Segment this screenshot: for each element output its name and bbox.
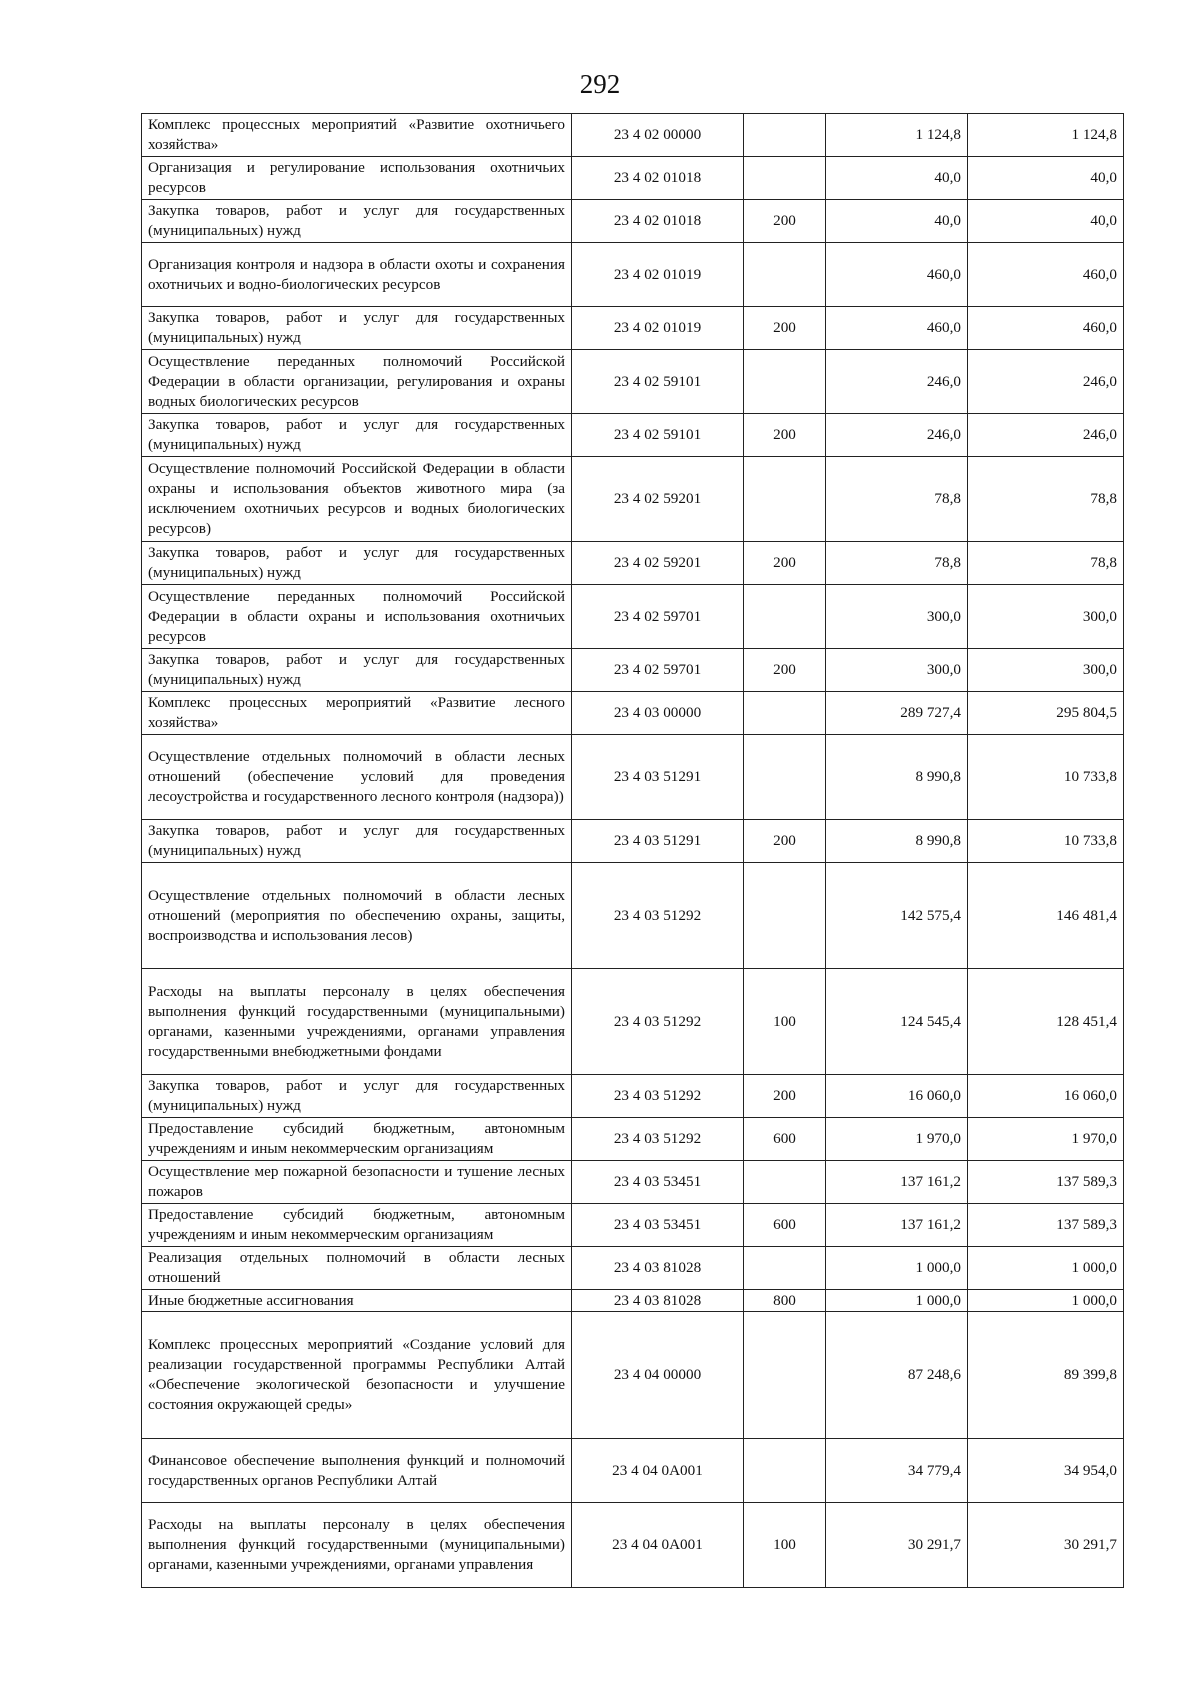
row-amount-year2-cell: 300,0 [968,649,1124,692]
table-row [142,1204,1124,1247]
table-row [142,114,1124,157]
row-amount-year1-cell: 142 575,4 [826,863,968,969]
row-expense-type-cell: 200 [744,200,826,243]
row-expense-type-cell: 200 [744,649,826,692]
table-row [142,1118,1124,1161]
table-row [142,1161,1124,1204]
row-expense-type-cell: 100 [744,1503,826,1588]
table-row [142,243,1124,307]
row-name-cell: Закупка товаров, работ и услуг для государственных (муниципальных) нужд [142,307,572,350]
row-expense-type-cell [744,1247,826,1290]
row-expense-type-cell [744,1439,826,1503]
row-amount-year2-cell: 300,0 [968,585,1124,649]
row-amount-year2-cell: 1 000,0 [968,1247,1124,1290]
row-amount-year2-cell: 460,0 [968,307,1124,350]
row-amount-year2-cell: 10 733,8 [968,735,1124,820]
row-code-cell: 23 4 03 53451 [572,1161,744,1204]
row-code-cell: 23 4 02 59701 [572,649,744,692]
row-code-cell: 23 4 04 0А001 [572,1503,744,1588]
row-name-cell: Предоставление субсидий бюджетным, автономным учреждениям и иным некоммерческим организациям [142,1118,572,1161]
page-number: 292 [579,69,621,99]
row-amount-year2-cell: 10 733,8 [968,820,1124,863]
row-expense-type-cell [744,735,826,820]
row-code-cell: 23 4 02 59101 [572,350,744,414]
table-row [142,585,1124,649]
row-code-cell: 23 4 02 01018 [572,200,744,243]
row-amount-year1-cell: 78,8 [826,542,968,585]
row-name-cell: Осуществление отдельных полномочий в области лесных отношений (обеспечение условий для проведения лесоустройства и государственного лесного контроля (надзора)) [142,735,572,820]
row-expense-type-cell [744,350,826,414]
budget-table [141,113,1124,1588]
row-code-cell: 23 4 03 51292 [572,863,744,969]
row-code-cell: 23 4 03 51292 [572,1075,744,1118]
row-amount-year1-cell: 300,0 [826,585,968,649]
row-expense-type-cell: 200 [744,1075,826,1118]
row-amount-year2-cell: 246,0 [968,350,1124,414]
row-expense-type-cell: 200 [744,542,826,585]
row-name-cell: Осуществление отдельных полномочий в области лесных отношений (мероприятия по обеспечению охраны, защиты, воспроизводства и использования лесов) [142,863,572,969]
row-name-cell: Комплекс процессных мероприятий «Развитие охотничьего хозяйства» [142,114,572,157]
row-code-cell: 23 4 02 59201 [572,542,744,585]
table-row [142,1247,1124,1290]
row-name-cell: Закупка товаров, работ и услуг для государственных (муниципальных) нужд [142,1075,572,1118]
table-row [142,1503,1124,1588]
row-amount-year1-cell: 460,0 [826,243,968,307]
table-row [142,1312,1124,1439]
row-amount-year2-cell: 34 954,0 [968,1439,1124,1503]
row-code-cell: 23 4 02 59101 [572,414,744,457]
row-name-cell: Предоставление субсидий бюджетным, автономным учреждениям и иным некоммерческим организациям [142,1204,572,1247]
row-expense-type-cell [744,114,826,157]
row-amount-year1-cell: 246,0 [826,414,968,457]
row-amount-year1-cell: 137 161,2 [826,1161,968,1204]
table-row [142,457,1124,542]
row-amount-year1-cell: 87 248,6 [826,1312,968,1439]
row-name-cell: Закупка товаров, работ и услуг для государственных (муниципальных) нужд [142,820,572,863]
table-row [142,542,1124,585]
row-code-cell: 23 4 03 51291 [572,735,744,820]
table-row [142,414,1124,457]
row-amount-year1-cell: 16 060,0 [826,1075,968,1118]
row-amount-year2-cell: 137 589,3 [968,1161,1124,1204]
row-expense-type-cell: 800 [744,1290,826,1312]
row-amount-year2-cell: 460,0 [968,243,1124,307]
table-row [142,157,1124,200]
row-code-cell: 23 4 04 00000 [572,1312,744,1439]
table-row [142,692,1124,735]
table-row [142,1290,1124,1312]
row-amount-year2-cell: 16 060,0 [968,1075,1124,1118]
row-expense-type-cell: 200 [744,820,826,863]
table-row [142,1439,1124,1503]
row-amount-year2-cell: 146 481,4 [968,863,1124,969]
row-amount-year1-cell: 460,0 [826,307,968,350]
row-amount-year1-cell: 289 727,4 [826,692,968,735]
row-amount-year1-cell: 1 000,0 [826,1247,968,1290]
row-amount-year2-cell: 1 000,0 [968,1290,1124,1312]
row-name-cell: Реализация отдельных полномочий в области лесных отношений [142,1247,572,1290]
row-amount-year1-cell: 246,0 [826,350,968,414]
row-amount-year2-cell: 78,8 [968,457,1124,542]
table-body [142,114,1124,1588]
row-name-cell: Осуществление переданных полномочий Российской Федерации в области охраны и использования охотничьих ресурсов [142,585,572,649]
row-amount-year1-cell: 137 161,2 [826,1204,968,1247]
row-name-cell: Комплекс процессных мероприятий «Создание условий для реализации государственной программы Республики Алтай «Обеспечение экологической безопасности и улучшение состояния окружающей среды» [142,1312,572,1439]
row-amount-year2-cell: 1 970,0 [968,1118,1124,1161]
row-code-cell: 23 4 03 00000 [572,692,744,735]
row-name-cell: Осуществление переданных полномочий Российской Федерации в области организации, регулирования и охраны водных биологических ресурсов [142,350,572,414]
row-expense-type-cell: 600 [744,1204,826,1247]
row-code-cell: 23 4 02 59701 [572,585,744,649]
table-row [142,969,1124,1075]
row-name-cell: Закупка товаров, работ и услуг для государственных (муниципальных) нужд [142,414,572,457]
row-amount-year1-cell: 78,8 [826,457,968,542]
row-name-cell: Организация и регулирование использования охотничьих ресурсов [142,157,572,200]
row-expense-type-cell: 200 [744,307,826,350]
row-expense-type-cell [744,692,826,735]
row-expense-type-cell [744,1312,826,1439]
row-expense-type-cell: 600 [744,1118,826,1161]
row-name-cell: Комплекс процессных мероприятий «Развитие лесного хозяйства» [142,692,572,735]
row-amount-year1-cell: 8 990,8 [826,820,968,863]
row-expense-type-cell [744,243,826,307]
row-amount-year1-cell: 8 990,8 [826,735,968,820]
row-amount-year2-cell: 246,0 [968,414,1124,457]
row-amount-year1-cell: 34 779,4 [826,1439,968,1503]
row-code-cell: 23 4 03 51292 [572,969,744,1075]
row-name-cell: Расходы на выплаты персоналу в целях обеспечения выполнения функций государственными (муниципальными) органами, казенными учреждениями, органами управления [142,1503,572,1588]
row-amount-year1-cell: 1 124,8 [826,114,968,157]
row-amount-year2-cell: 89 399,8 [968,1312,1124,1439]
row-amount-year2-cell: 30 291,7 [968,1503,1124,1588]
row-code-cell: 23 4 02 01018 [572,157,744,200]
row-code-cell: 23 4 02 01019 [572,307,744,350]
row-amount-year1-cell: 40,0 [826,157,968,200]
row-amount-year1-cell: 300,0 [826,649,968,692]
row-code-cell: 23 4 02 01019 [572,243,744,307]
row-amount-year2-cell: 40,0 [968,200,1124,243]
table-row [142,1075,1124,1118]
row-amount-year2-cell: 295 804,5 [968,692,1124,735]
row-code-cell: 23 4 04 0А001 [572,1439,744,1503]
row-amount-year2-cell: 128 451,4 [968,969,1124,1075]
row-name-cell: Осуществление мер пожарной безопасности и тушение лесных пожаров [142,1161,572,1204]
row-name-cell: Закупка товаров, работ и услуг для государственных (муниципальных) нужд [142,200,572,243]
row-name-cell: Организация контроля и надзора в области охоты и сохранения охотничьих и водно-биологических ресурсов [142,243,572,307]
row-expense-type-cell [744,157,826,200]
row-amount-year1-cell: 1 970,0 [826,1118,968,1161]
table-row [142,350,1124,414]
row-expense-type-cell [744,1161,826,1204]
row-name-cell: Закупка товаров, работ и услуг для государственных (муниципальных) нужд [142,542,572,585]
row-expense-type-cell: 100 [744,969,826,1075]
row-name-cell: Финансовое обеспечение выполнения функций и полномочий государственных органов Республики Алтай [142,1439,572,1503]
row-amount-year1-cell: 1 000,0 [826,1290,968,1312]
row-code-cell: 23 4 02 00000 [572,114,744,157]
table-row [142,307,1124,350]
row-code-cell: 23 4 03 81028 [572,1290,744,1312]
row-name-cell: Иные бюджетные ассигнования [142,1290,572,1312]
row-name-cell: Закупка товаров, работ и услуг для государственных (муниципальных) нужд [142,649,572,692]
table-row [142,649,1124,692]
row-name-cell: Расходы на выплаты персоналу в целях обеспечения выполнения функций государственными (муниципальными) органами, казенными учреждениями, органами управления государственными внебюджетными фондами [142,969,572,1075]
row-amount-year2-cell: 40,0 [968,157,1124,200]
row-expense-type-cell [744,863,826,969]
row-name-cell: Осуществление полномочий Российской Федерации в области охраны и использования объектов животного мира (за исключением охотничьих ресурсов и водных биологических ресурсов) [142,457,572,542]
table-row [142,820,1124,863]
row-expense-type-cell: 200 [744,414,826,457]
row-expense-type-cell [744,457,826,542]
row-amount-year1-cell: 40,0 [826,200,968,243]
row-amount-year2-cell: 78,8 [968,542,1124,585]
row-amount-year1-cell: 30 291,7 [826,1503,968,1588]
table-row [142,200,1124,243]
row-code-cell: 23 4 03 51292 [572,1118,744,1161]
table-row [142,863,1124,969]
table-row [142,735,1124,820]
row-amount-year2-cell: 1 124,8 [968,114,1124,157]
row-code-cell: 23 4 03 53451 [572,1204,744,1247]
row-expense-type-cell [744,585,826,649]
row-code-cell: 23 4 02 59201 [572,457,744,542]
row-amount-year2-cell: 137 589,3 [968,1204,1124,1247]
row-code-cell: 23 4 03 51291 [572,820,744,863]
row-amount-year1-cell: 124 545,4 [826,969,968,1075]
row-code-cell: 23 4 03 81028 [572,1247,744,1290]
